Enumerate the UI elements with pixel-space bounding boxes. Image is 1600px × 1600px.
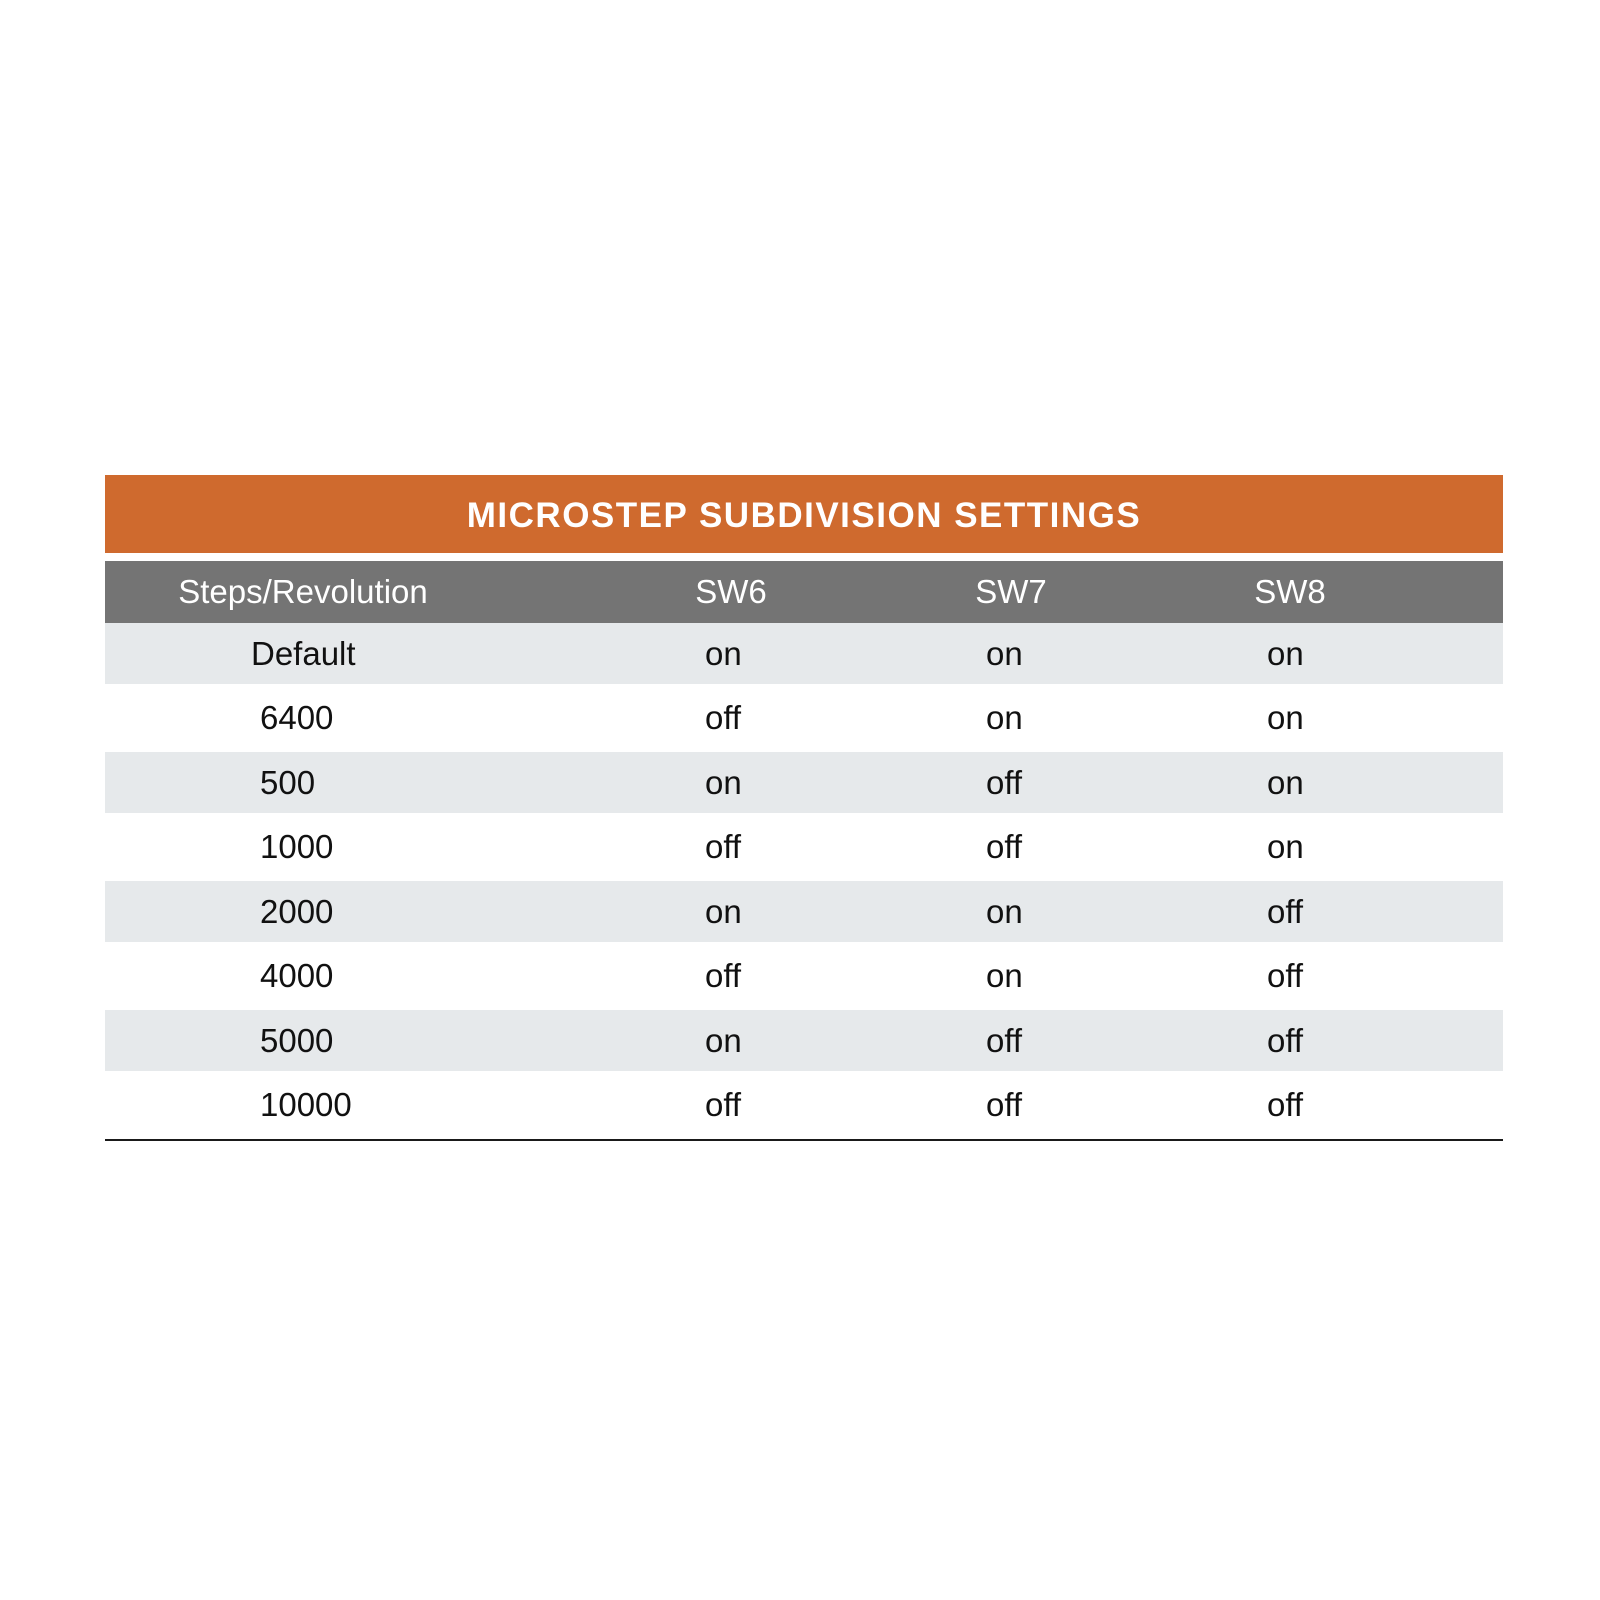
cell-sw7: on <box>986 892 1023 930</box>
table-bottom-rule <box>105 1139 1503 1141</box>
cell-sw8: on <box>1267 763 1304 801</box>
table-row <box>105 752 1503 813</box>
cell-sw8: off <box>1267 1086 1304 1123</box>
table-row <box>105 623 1503 684</box>
header-sw8: SW8 <box>1254 573 1326 610</box>
cell-steps: Default <box>251 634 356 672</box>
cell-sw7: off <box>986 763 1023 801</box>
cell-sw6: off <box>705 1086 742 1123</box>
cell-steps: 500 <box>260 763 316 801</box>
table-row <box>105 684 1503 752</box>
cell-sw7: on <box>986 699 1023 736</box>
cell-sw8: off <box>1267 957 1304 994</box>
cell-steps: 5000 <box>260 1021 334 1059</box>
cell-steps: 2000 <box>260 892 334 930</box>
cell-sw7: off <box>986 828 1023 865</box>
cell-sw7: on <box>986 957 1023 994</box>
table-row <box>105 881 1503 942</box>
cell-sw7: on <box>986 634 1023 672</box>
cell-steps: 4000 <box>260 957 334 994</box>
table-row <box>105 942 1503 1010</box>
cell-sw7: off <box>986 1021 1023 1059</box>
table-row <box>105 1010 1503 1071</box>
cell-sw8: on <box>1267 699 1304 736</box>
cell-sw6: on <box>705 763 742 801</box>
table-header-row <box>105 561 1503 623</box>
title-gap <box>105 553 1503 561</box>
cell-sw8: on <box>1267 828 1304 865</box>
cell-sw6: on <box>705 1021 742 1059</box>
cell-steps: 1000 <box>260 828 334 865</box>
header-sw6: SW6 <box>695 573 767 610</box>
header-steps-revolution: Steps/Revolution <box>178 573 428 610</box>
cell-sw6: off <box>705 828 742 865</box>
cell-sw6: off <box>705 957 742 994</box>
cell-sw8: off <box>1267 1021 1304 1059</box>
cell-sw8: on <box>1267 634 1304 672</box>
cell-sw6: on <box>705 634 742 672</box>
header-sw7: SW7 <box>975 573 1047 610</box>
table-row <box>105 1071 1503 1139</box>
cell-steps: 6400 <box>260 699 334 736</box>
table-title: MICROSTEP SUBDIVISION SETTINGS <box>105 475 1503 553</box>
table-row <box>105 813 1503 881</box>
cell-sw6: on <box>705 892 742 930</box>
cell-sw8: off <box>1267 892 1304 930</box>
cell-sw6: off <box>705 699 742 736</box>
cell-steps: 10000 <box>260 1086 352 1123</box>
microstep-settings-table <box>105 475 1503 1141</box>
cell-sw7: off <box>986 1086 1023 1123</box>
